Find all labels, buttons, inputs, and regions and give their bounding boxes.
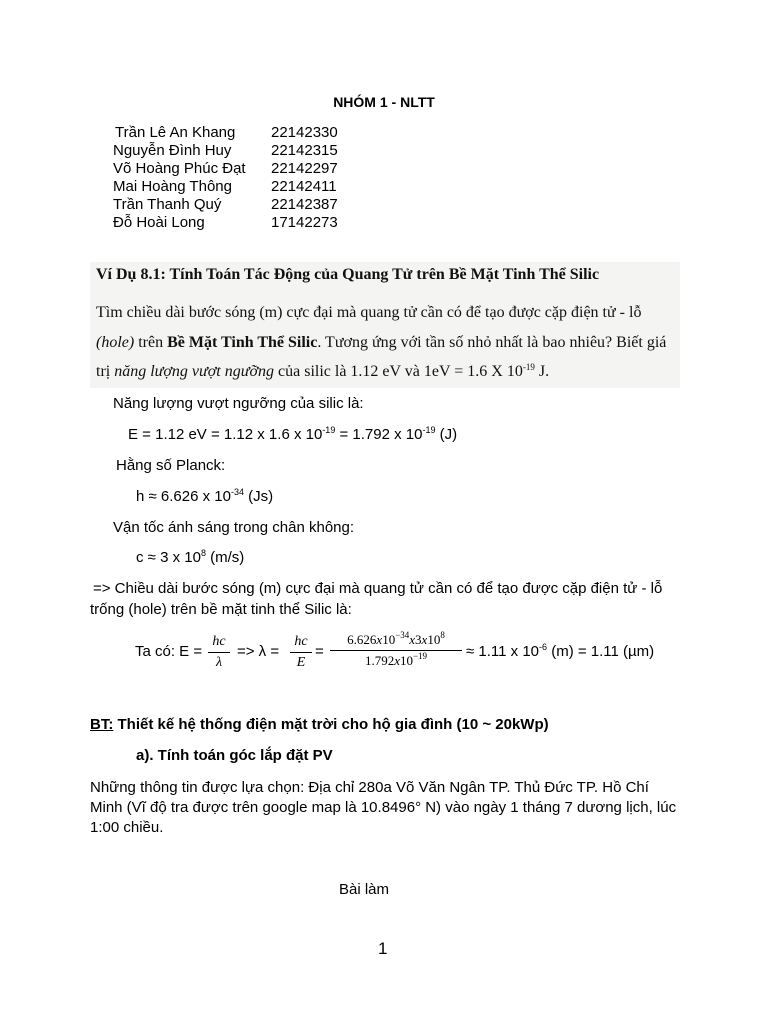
textbook-excerpt-image xyxy=(90,262,680,388)
member-name: Võ Hoàng Phúc Đạt xyxy=(113,160,246,177)
member-name: Đỗ Hoài Long xyxy=(113,214,205,231)
member-id: 22142297 xyxy=(271,160,338,177)
member-id: 22142330 xyxy=(271,124,338,141)
planck-label: Hằng số Planck: xyxy=(116,457,226,474)
fraction-hc-over-e: hc E xyxy=(290,634,312,671)
answer-label: Bài làm xyxy=(339,881,390,898)
planck-equation: h ≈ 6.626 x $10^{-34}$ (Js) xyxy=(136,487,274,505)
example-heading: Ví Dụ 8.1: Tính Toán Tác Động của Quang Tử trên Bề Mặt Tinh Thể Silic xyxy=(96,266,600,283)
member-name: Mai Hoàng Thông xyxy=(113,178,232,195)
exercise-subtitle: a). Tính toán góc lắp đặt PV xyxy=(136,747,333,764)
exercise-heading xyxy=(90,716,549,733)
energy-equation: E = 1.12 eV = 1.12 x 1.6 x $10^{-19} = 1.792$ x $10^{-19}$ (J) xyxy=(128,425,458,443)
member-name: Nguyễn Đình Huy xyxy=(113,142,232,159)
formula-arrow: => λ = xyxy=(237,643,280,660)
member-id: 22142411 xyxy=(271,178,337,195)
member-name: Trần Thanh Quý xyxy=(113,196,222,213)
formula-result: ≈ 1.11 x $10^{-6}$ (m) = 1.11 (µm) xyxy=(466,642,655,660)
member-id: 22142315 xyxy=(271,142,338,159)
document-title: NHÓM 1 - NLTT xyxy=(333,94,435,110)
fraction-hc-over-lambda: hc λ xyxy=(208,634,230,671)
formula-equals: = xyxy=(315,643,324,660)
energy-label: Năng lượng vượt ngưỡng của silic là: xyxy=(113,395,364,412)
example-line-2: (hole) trên Bề Mặt Tinh Thể Silic. Tương ứng với tần số nhỏ nhất là bao nhiêu? Biết giá xyxy=(96,334,667,351)
fraction-numeric: $6.626x10^{-34}x3x10^8$ $1.792x10^{-19}$ xyxy=(330,632,462,669)
example-line-1: Tìm chiều dài bước sóng (m) cực đại mà quang tử cần có để tạo được cặp điện tử - lỗ xyxy=(96,304,642,321)
page-number: 1 xyxy=(378,939,388,958)
conclusion-line-1: => Chiều dài bước sóng (m) cực đại mà quang tử cần có để tạo được cặp điện tử - lỗ xyxy=(93,580,663,597)
example-line-3: trị năng lượng vượt ngưỡng của silic là 1.12 eV và 1eV = 1.6 X $10^{-19}$ J. xyxy=(96,362,550,380)
exercise-paragraph: Những thông tin được lựa chọn: Địa chỉ 280a Võ Văn Ngân TP. Thủ Đức TP. Hồ Chí Minh (Vĩ độ tra được trên google map là 10.8496° N) vào ngày 1 tháng 7 dương lịch, lúc 1:00 chiều. xyxy=(90,779,677,836)
formula-prefix: Ta có: E = xyxy=(135,643,203,660)
conclusion-line-2: trống (hole) trên bề mặt tinh thể Silic là: xyxy=(90,601,352,618)
light-speed-equation: c ≈ 3 x $10^8$ (m/s) xyxy=(136,548,245,566)
member-name: Trần Lê An Khang xyxy=(115,124,236,141)
member-id: 22142387 xyxy=(271,196,338,213)
exercise-title: Thiết kế hệ thống điện mặt trời cho hộ gia đình (10 ~ 20kWp) xyxy=(113,716,549,733)
member-id: 17142273 xyxy=(271,214,338,231)
exercise-label: BT: xyxy=(90,716,114,733)
light-speed-label: Vận tốc ánh sáng trong chân không: xyxy=(113,519,355,536)
